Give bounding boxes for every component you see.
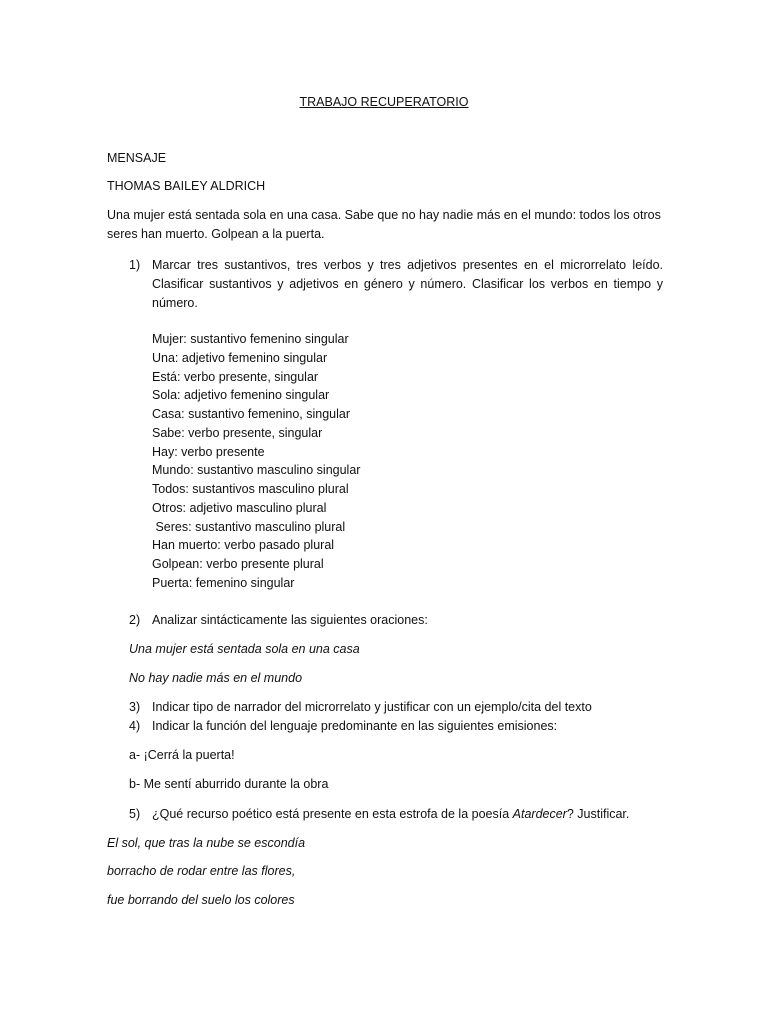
emission-b: b- Me sentí aburrido durante la obra bbox=[129, 777, 329, 791]
question-2-text: Analizar sintácticamente las siguientes oraciones: bbox=[152, 613, 428, 627]
question-5-number: 5) bbox=[129, 807, 141, 821]
sentence-1: Una mujer está sentada sola en una casa bbox=[129, 642, 360, 656]
answer-item: Sabe: verbo presente, singular bbox=[152, 425, 323, 440]
verse-line: El sol, que tras la nube se escondía bbox=[107, 836, 306, 850]
question-1-number: 1) bbox=[129, 258, 141, 272]
question-4-number: 4) bbox=[129, 719, 141, 733]
page-title: TRABAJO RECUPERATORIO bbox=[299, 95, 469, 109]
answer-list bbox=[152, 330, 452, 593]
answer-item: Una: adjetivo femenino singular bbox=[152, 350, 328, 365]
answer-item: Todos: sustantivos masculino plural bbox=[152, 482, 349, 496]
answer-item: Está: verbo presente, singular bbox=[152, 369, 319, 384]
question-4-text: Indicar la función del lenguaje predominante en las siguientes emisiones: bbox=[152, 719, 558, 733]
answer-item: Casa: sustantivo femenino, singular bbox=[152, 407, 351, 421]
question-1-text: Marcar tres sustantivos, tres verbos y tres adjetivos presentes en el microrrelato leído. Clasificar sustantivos y adjetivos en género y número. Clasificar los verbos en tiempo y número. bbox=[152, 258, 663, 310]
answer-item: Hay: verbo presente bbox=[152, 444, 265, 459]
question-3-text: Indicar tipo de narrador del microrrelato y justificar con un ejemplo/cita del texto bbox=[152, 700, 592, 714]
answer-item: Mundo: sustantivo masculino singular bbox=[152, 463, 361, 478]
poem-title: Atardecer bbox=[512, 807, 567, 821]
question-5-tail: ? Justificar. bbox=[566, 807, 630, 821]
story-text: Una mujer está sentada sola en una casa. Sabe que no hay nadie más en el mundo: todos los otros seres han muerto. Golpean a la puerta. bbox=[107, 208, 661, 241]
answer-item: Seres: sustantivo masculino plural bbox=[152, 519, 346, 534]
answer-item: Otros: adjetivo masculino plural bbox=[152, 500, 327, 515]
answer-item: Han muerto: verbo pasado plural bbox=[152, 538, 335, 553]
emission-a: a- ¡Cerrá la puerta! bbox=[129, 748, 235, 762]
verse-line: fue borrando del suelo los colores bbox=[107, 893, 295, 907]
verse-line: borracho de rodar entre las flores, bbox=[107, 864, 296, 878]
question-3-number: 3) bbox=[129, 700, 141, 714]
answer-item: Puerta: femenino singular bbox=[152, 575, 295, 590]
question-2-number: 2) bbox=[129, 613, 141, 627]
sentence-2: No hay nadie más en el mundo bbox=[129, 671, 303, 685]
story-label: MENSAJE bbox=[107, 151, 167, 165]
answer-item: Mujer: sustantivo femenino singular bbox=[152, 332, 349, 346]
story-author: THOMAS BAILEY ALDRICH bbox=[107, 179, 266, 193]
question-5-lead: ¿Qué recurso poético está presente en esta estrofa de la poesía bbox=[152, 807, 513, 821]
answer-item: Sola: adjetivo femenino singular bbox=[152, 388, 330, 403]
answer-item: Golpean: verbo presente plural bbox=[152, 557, 324, 571]
question-5-text bbox=[152, 805, 663, 824]
